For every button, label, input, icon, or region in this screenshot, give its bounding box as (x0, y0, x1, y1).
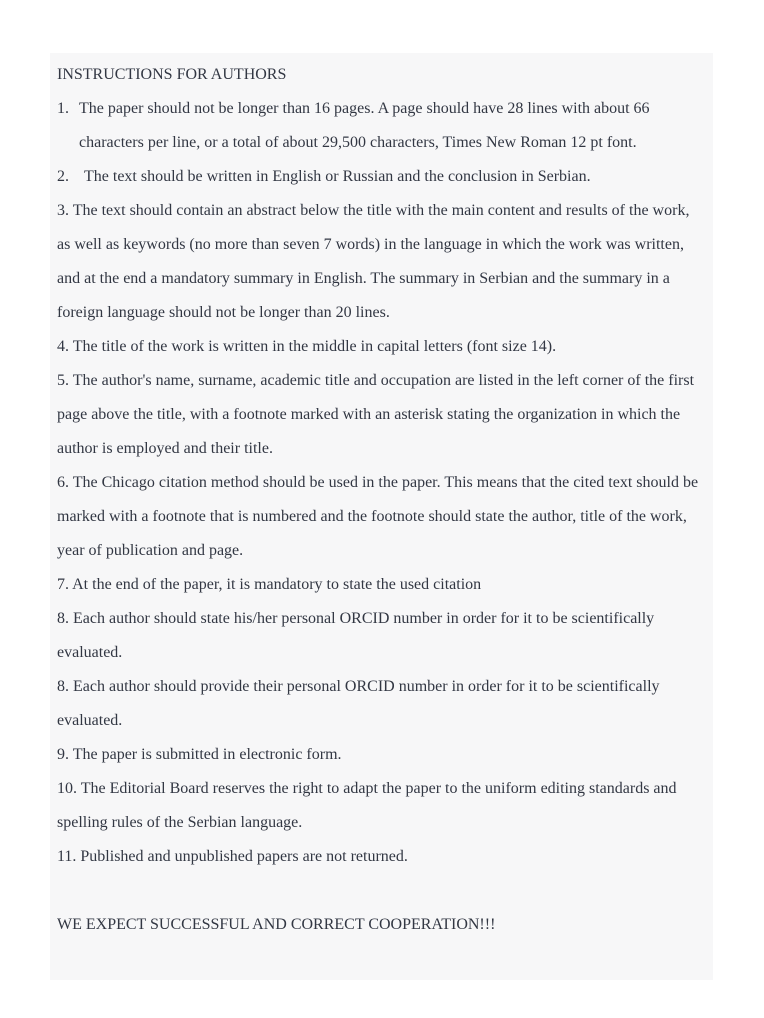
list-item-2-number: 2. (57, 168, 69, 185)
list-item-9: 9. The paper is submitted in electronic form. (57, 746, 342, 763)
list-item-10: 10. The Editorial Board reserves the right to adapt the paper to the uniform editing standards and spelling rules of the Serbian language. (57, 780, 677, 831)
list-item-2 (57, 160, 706, 194)
document-heading: INSTRUCTIONS FOR AUTHORS (57, 66, 287, 83)
list-item-8: 8. Each author should state his/her personal ORCID number in order for it to be scientifically evaluated. (57, 610, 655, 661)
list-item-7: 7. At the end of the paper, it is mandatory to state the used citation (57, 576, 482, 593)
list-item-3: 3. The text should contain an abstract below the title with the main content and results of the work, as well as keywords (no more than seven 7 words) in the language in which the work was written, and at the end a mandatory summary in English. The summary in Serbian and the summary in a foreign language should not be longer than 20 lines. (57, 202, 690, 321)
list-item-6: 6. The Chicago citation method should be used in the paper. This means that the cited text should be marked with a footnote that is numbered and the footnote should state the author, title of the work, year of publication and page. (57, 474, 699, 559)
list-item-1-number: 1. (57, 100, 69, 117)
closing-statement: WE EXPECT SUCCESSFUL AND CORRECT COOPERATION!!! (57, 916, 496, 933)
list-item-5: 5. The author's name, surname, academic title and occupation are listed in the left corner of the first page above the title, with a footnote marked with an asterisk stating the organization in which the author is employed and their title. (57, 372, 695, 457)
list-item-2-text: The text should be written in English or Russian and the conclusion in Serbian. (84, 168, 591, 185)
list-item-1 (57, 92, 706, 160)
list-item-8-duplicate: 8. Each author should provide their personal ORCID number in order for it to be scientifically evaluated. (57, 678, 660, 729)
list-item-1-text: The paper should not be longer than 16 pages. A page should have 28 lines with about 66 characters per line, or a total of about 29,500 characters, Times New Roman 12 pt font. (79, 100, 650, 151)
list-item-4: 4. The title of the work is written in the middle in capital letters (font size 14). (57, 338, 557, 355)
list-item-11: 11. Published and unpublished papers are not returned. (57, 848, 408, 865)
instructions-document (50, 53, 713, 980)
